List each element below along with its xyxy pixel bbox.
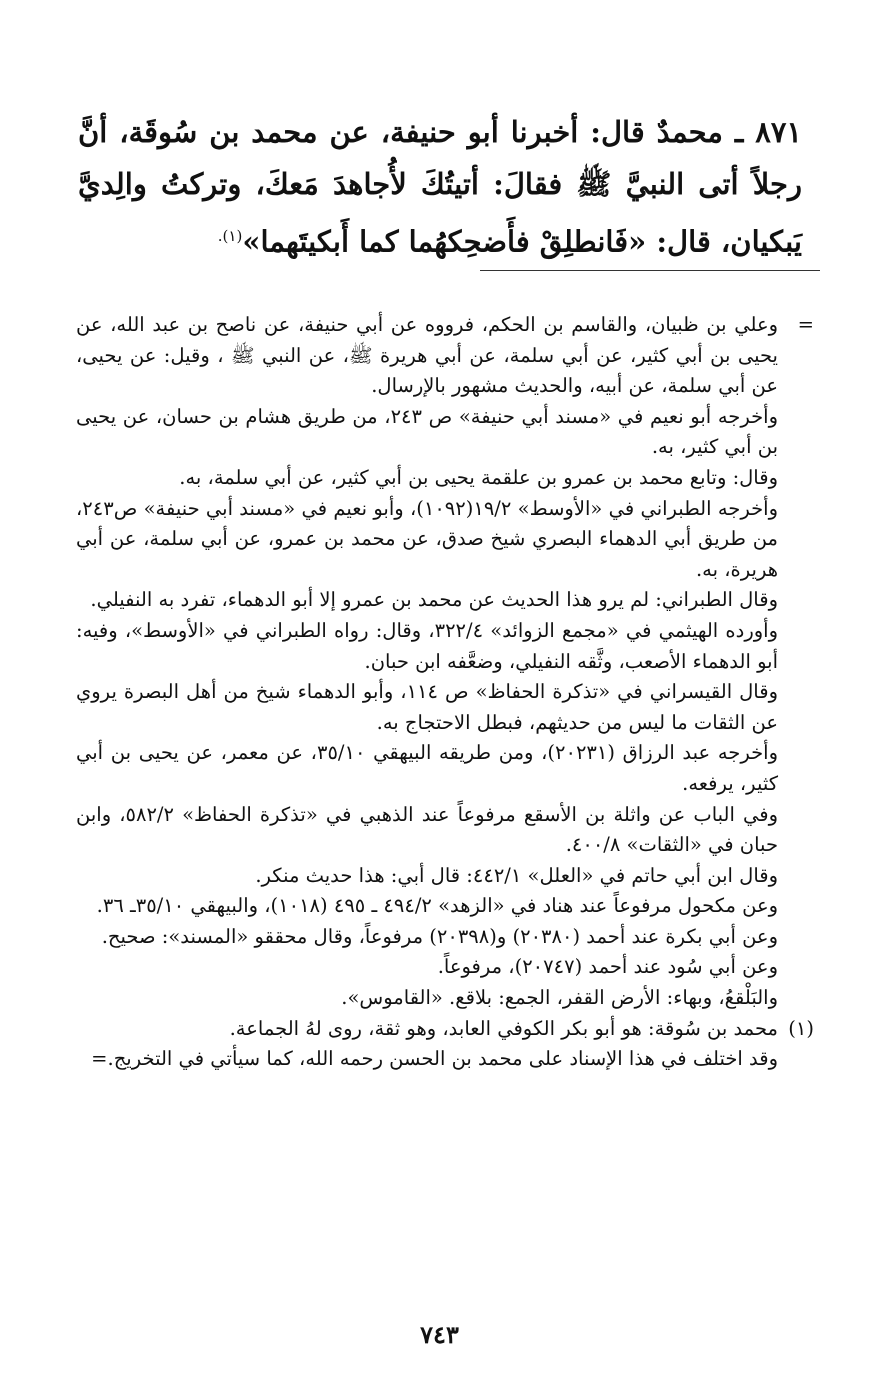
footnote-separator [480,270,820,271]
note-paragraph: وقال ابن أبي حاتم في «العلل» ٤٤٢/١: قال أبي: هذا حديث منكر. [255,863,778,887]
hadith-body: محمدٌ قال: أخبرنا أبو حنيفة، عن محمد بن سُوقَة، أنَّ رجلاً أتى النبيَّ ﷺ فقالَ: أتيتُكَ لأُجاهدَ مَعكَ، وتركتُ والِديَّ يَبكيان، قال: «فَانطلِقْ فأَضحِكهُما كما أَبكيتَهما» [78,115,802,259]
hadith-number: ٨٧١ ـ [734,115,802,149]
main-hadith-text [78,106,802,268]
footnote-reference: (١). [217,227,243,245]
note-paragraph: وقال القيسراني في «تذكرة الحفاظ» ص ١١٤، وأبو الدهماء شيخ من أهل البصرة يروي عن الثقات ما ليس من حديثهم، فبطل الاحتجاج به. [76,680,778,734]
note-paragraph: وقال الطبراني: لم يرو هذا الحديث عن محمد بن عمرو إلا أبو الدهماء، تفرد به النفيلي. [90,588,778,612]
footnote-1 [76,1014,814,1045]
footnote-text: محمد بن سُوقة: هو أبو بكر الكوفي العابد، وهو ثقة، روى لهُ الجماعة. [229,1016,778,1040]
note-paragraph: وأخرجه الطبراني في «الأوسط» ١٩/٢(١٠٩٢)، وأبو نعيم في «مسند أبي حنيفة» ص٢٤٣، من طريق أبي الدهماء البصري شيخ صدق، عن محمد بن عمرو، عن أبي سلمة، عن أبي هريرة، به. [76,496,778,581]
note-paragraph: وأخرجه عبد الرزاق (٢٠٢٣١)، ومن طريقه البيهقي ٣٥/١٠، عن معمر، عن يحيى بن أبي كثير، يرفعه. [76,741,778,795]
note-paragraph: والبَلْقعُ، وبهاء: الأرض القفر، الجمع: بلاقع. «القاموس». [341,986,778,1010]
note-paragraph: وفي الباب عن واثلة بن الأسقع مرفوعاً عند الذهبي في «تذكرة الحفاظ» ٥٨٢/٢، وابن حبان في «الثقات» ٤٠٠/٨. [76,802,778,857]
note-paragraph: وأورده الهيثمي في «مجمع الزوائد» ٣٢٢/٤، وقال: رواه الطبراني في «الأوسط»، وفيه: أبو الدهماء الأصعب، وثَّقه النفيلي، وضعَّفه ابن حبان. [76,618,778,673]
note-paragraph: وعن مكحول مرفوعاً عند هناد في «الزهد» ٤٩٤/٢ ـ ٤٩٥ (١٠١٨)، والبيهقي ٣٥/١٠ـ ٣٦. [96,894,778,918]
footnotes-section [76,310,814,1075]
footnote-text-continued: وقد اختلف في هذا الإسناد على محمد بن الحسن رحمه الله، كما سيأتي في التخريج.= [91,1047,778,1071]
note-paragraph: وقال: وتابع محمد بن عمرو بن علقمة يحيى بن أبي كثير، عن أبي سلمة، به. [179,465,778,489]
footnote-number: (١) [788,1016,814,1040]
page-number: ٧٤٣ [420,1320,459,1349]
note-paragraph: وعن أبي بكرة عند أحمد (٢٠٣٨٠) و(٢٠٣٩٨) مرفوعاً، وقال محققو «المسند»: صحيح. [101,924,778,948]
note-paragraph: = وعلي بن ظبيان، والقاسم بن الحكم، فرووه عن أبي حنيفة، عن ناصح بن عبد الله، عن يحيى بن أبي كثير، عن أبي سلمة، عن أبي هريرة ﷺ، عن النبي ﷺ ، وقيل: عن يحيى، عن أبي سلمة، عن أبيه، والحديث مشهور بالإرسال. [76,310,814,402]
note-paragraph: وأخرجه أبو نعيم في «مسند أبي حنيفة» ص ٢٤٣، من طريق هشام بن حسان، عن يحيى بن أبي كثير، به. [76,404,778,459]
note-paragraph: وعن أبي سُود عند أحمد (٢٠٧٤٧)، مرفوعاً. [437,955,778,979]
